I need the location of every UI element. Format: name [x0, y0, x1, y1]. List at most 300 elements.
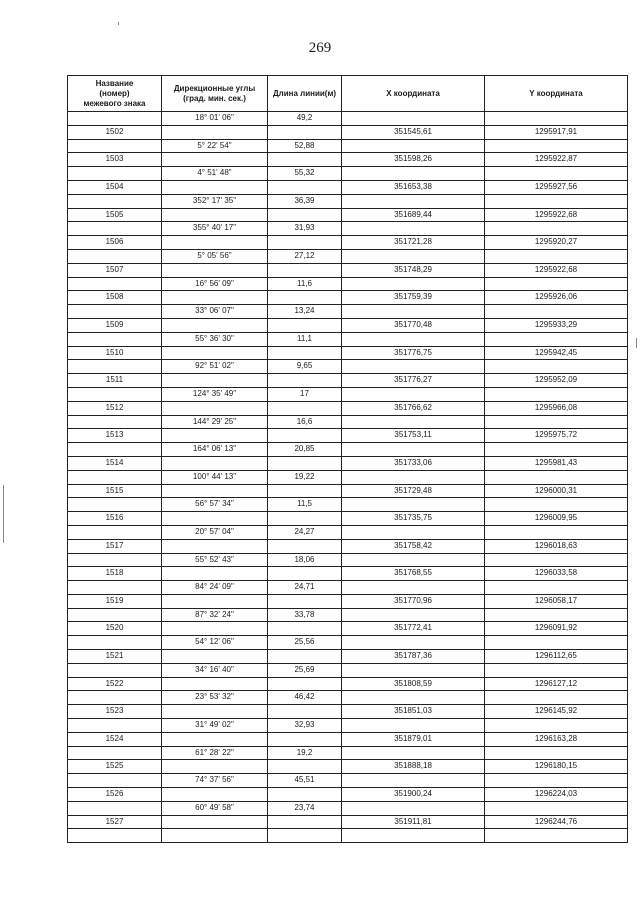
- table-row-segment: [68, 443, 628, 457]
- table-row-point: [68, 429, 628, 443]
- empty-cell: [485, 360, 628, 374]
- empty-cell: [162, 153, 268, 167]
- y-coordinate-cell: 1296163,28: [485, 732, 628, 746]
- x-coordinate-cell: 351598,26: [342, 153, 485, 167]
- empty-cell: [485, 608, 628, 622]
- point-name-cell: 1505: [68, 208, 162, 222]
- empty-cell: [485, 719, 628, 733]
- point-name-cell: 1513: [68, 429, 162, 443]
- empty-cell: [485, 167, 628, 181]
- table-row-point: [68, 788, 628, 802]
- empty-cell: [268, 829, 342, 843]
- table-row-segment: [68, 360, 628, 374]
- empty-cell: [268, 180, 342, 194]
- empty-cell: [162, 705, 268, 719]
- empty-cell: [342, 415, 485, 429]
- y-coordinate-cell: 1296224,03: [485, 788, 628, 802]
- empty-cell: [268, 484, 342, 498]
- x-coordinate-cell: 351879,01: [342, 732, 485, 746]
- point-name-cell: 1511: [68, 374, 162, 388]
- table-row-point: [68, 539, 628, 553]
- empty-cell: [162, 622, 268, 636]
- empty-cell: [268, 374, 342, 388]
- empty-cell: [162, 594, 268, 608]
- direction-angle-cell: 56° 57' 34": [162, 498, 268, 512]
- point-name-cell: 1520: [68, 622, 162, 636]
- direction-angle-cell: 5° 05' 56": [162, 249, 268, 263]
- empty-cell: [268, 732, 342, 746]
- y-coordinate-cell: 1295927,56: [485, 180, 628, 194]
- direction-angle-cell: 92° 51' 02": [162, 360, 268, 374]
- empty-cell: [162, 456, 268, 470]
- empty-cell: [485, 415, 628, 429]
- table-row-segment: [68, 167, 628, 181]
- empty-cell: [485, 525, 628, 539]
- line-length-cell: 19,22: [268, 470, 342, 484]
- empty-cell: [162, 346, 268, 360]
- table-row-segment: [68, 719, 628, 733]
- empty-cell: [268, 594, 342, 608]
- line-length-cell: 11,6: [268, 277, 342, 291]
- table-row-segment: [68, 774, 628, 788]
- line-length-cell: 52,88: [268, 139, 342, 153]
- table-row-point: [68, 512, 628, 526]
- empty-cell: [162, 236, 268, 250]
- header-point-name: Название (номер) межевого знака: [68, 76, 162, 112]
- empty-cell: [342, 525, 485, 539]
- empty-cell: [268, 677, 342, 691]
- empty-cell: [68, 553, 162, 567]
- table-row-segment: [68, 691, 628, 705]
- empty-cell: [485, 112, 628, 126]
- x-coordinate-cell: 351911,81: [342, 815, 485, 829]
- empty-cell: [68, 387, 162, 401]
- y-coordinate-cell: 1296145,92: [485, 705, 628, 719]
- table-row-point: [68, 318, 628, 332]
- y-coordinate-cell: 1295933,29: [485, 318, 628, 332]
- empty-cell: [268, 705, 342, 719]
- y-coordinate-cell: 1295922,68: [485, 208, 628, 222]
- table-row-point: [68, 705, 628, 719]
- point-name-cell: 1508: [68, 291, 162, 305]
- empty-cell: [268, 429, 342, 443]
- x-coordinate-cell: 351735,75: [342, 512, 485, 526]
- y-coordinate-cell: 1295922,87: [485, 153, 628, 167]
- empty-cell: [342, 139, 485, 153]
- empty-cell: [68, 608, 162, 622]
- y-coordinate-cell: 1296244,76: [485, 815, 628, 829]
- empty-cell: [268, 788, 342, 802]
- empty-cell: [268, 125, 342, 139]
- empty-cell: [342, 498, 485, 512]
- empty-cell: [342, 167, 485, 181]
- empty-cell: [68, 691, 162, 705]
- empty-cell: [342, 194, 485, 208]
- line-length-cell: 24,27: [268, 525, 342, 539]
- empty-cell: [268, 760, 342, 774]
- empty-cell: [342, 387, 485, 401]
- empty-cell: [68, 801, 162, 815]
- direction-angle-cell: 31° 49' 02": [162, 719, 268, 733]
- line-length-cell: 24,71: [268, 581, 342, 595]
- table-row-point: [68, 236, 628, 250]
- empty-cell: [162, 429, 268, 443]
- table-row-point: [68, 125, 628, 139]
- scan-margin-mark: [3, 485, 4, 543]
- x-coordinate-cell: 351776,75: [342, 346, 485, 360]
- direction-angle-cell: 100° 44' 13": [162, 470, 268, 484]
- table-row-point: [68, 815, 628, 829]
- y-coordinate-cell: 1295922,68: [485, 263, 628, 277]
- line-length-cell: 9,65: [268, 360, 342, 374]
- direction-angle-cell: 20° 57' 04": [162, 525, 268, 539]
- y-coordinate-cell: 1295926,06: [485, 291, 628, 305]
- table-row-point: [68, 153, 628, 167]
- empty-cell: [162, 539, 268, 553]
- table-row-segment: [68, 332, 628, 346]
- line-length-cell: 13,24: [268, 305, 342, 319]
- x-coordinate-cell: 351772,41: [342, 622, 485, 636]
- empty-cell: [268, 291, 342, 305]
- direction-angle-cell: 54° 12' 06": [162, 636, 268, 650]
- table-row-segment: [68, 139, 628, 153]
- point-name-cell: 1517: [68, 539, 162, 553]
- empty-cell: [68, 139, 162, 153]
- empty-cell: [268, 236, 342, 250]
- empty-cell: [162, 567, 268, 581]
- y-coordinate-cell: 1295975,72: [485, 429, 628, 443]
- direction-angle-cell: 4° 51' 48": [162, 167, 268, 181]
- header-y-coordinate: Y координата: [485, 76, 628, 112]
- empty-cell: [342, 332, 485, 346]
- point-name-cell: 1525: [68, 760, 162, 774]
- y-coordinate-cell: 1296000,31: [485, 484, 628, 498]
- empty-cell: [485, 387, 628, 401]
- table-row-segment: [68, 277, 628, 291]
- direction-angle-cell: 61° 28' 22": [162, 746, 268, 760]
- line-length-cell: 16,6: [268, 415, 342, 429]
- line-length-cell: 25,69: [268, 663, 342, 677]
- table-row-segment: [68, 305, 628, 319]
- table-row-segment: [68, 746, 628, 760]
- table-row-segment: [68, 222, 628, 236]
- point-name-cell: 1512: [68, 401, 162, 415]
- empty-cell: [485, 636, 628, 650]
- y-coordinate-cell: 1295917,91: [485, 125, 628, 139]
- direction-angle-cell: 84° 24' 09": [162, 581, 268, 595]
- x-coordinate-cell: 351758,42: [342, 539, 485, 553]
- point-name-cell: 1504: [68, 180, 162, 194]
- table-row-segment: [68, 608, 628, 622]
- empty-cell: [68, 360, 162, 374]
- empty-cell: [485, 774, 628, 788]
- direction-angle-cell: 60° 49' 58": [162, 801, 268, 815]
- x-coordinate-cell: 351753,11: [342, 429, 485, 443]
- line-length-cell: 11,1: [268, 332, 342, 346]
- empty-cell: [162, 401, 268, 415]
- y-coordinate-cell: 1295920,27: [485, 236, 628, 250]
- empty-cell: [268, 153, 342, 167]
- empty-cell: [342, 746, 485, 760]
- empty-cell: [162, 512, 268, 526]
- empty-cell: [268, 346, 342, 360]
- x-coordinate-cell: 351545,61: [342, 125, 485, 139]
- empty-cell: [485, 553, 628, 567]
- empty-cell: [68, 305, 162, 319]
- table-row-point: [68, 732, 628, 746]
- table-row-point: [68, 829, 628, 843]
- empty-cell: [342, 443, 485, 457]
- empty-cell: [268, 263, 342, 277]
- empty-cell: [268, 401, 342, 415]
- empty-cell: [68, 719, 162, 733]
- empty-cell: [162, 829, 268, 843]
- empty-cell: [342, 305, 485, 319]
- x-coordinate-cell: 351900,24: [342, 788, 485, 802]
- empty-cell: [162, 677, 268, 691]
- direction-angle-cell: 18° 01' 06": [162, 112, 268, 126]
- empty-cell: [162, 650, 268, 664]
- empty-cell: [162, 760, 268, 774]
- direction-angle-cell: 87° 32' 24": [162, 608, 268, 622]
- empty-cell: [268, 512, 342, 526]
- empty-cell: [162, 180, 268, 194]
- point-name-cell: 1509: [68, 318, 162, 332]
- table-row-point: [68, 456, 628, 470]
- table-row-segment: [68, 525, 628, 539]
- scan-margin-mark: [636, 338, 637, 348]
- point-name-cell: 1523: [68, 705, 162, 719]
- empty-cell: [162, 291, 268, 305]
- table-row-point: [68, 291, 628, 305]
- header-x-coordinate: X координата: [342, 76, 485, 112]
- empty-cell: [68, 663, 162, 677]
- header-direction-angle: Дирекционные углы (град. мин. сек.): [162, 76, 268, 112]
- table-row-point: [68, 263, 628, 277]
- empty-cell: [68, 774, 162, 788]
- table-row-point: [68, 180, 628, 194]
- empty-cell: [342, 360, 485, 374]
- empty-cell: [68, 746, 162, 760]
- table-row-point: [68, 677, 628, 691]
- table-row-point: [68, 567, 628, 581]
- empty-cell: [342, 249, 485, 263]
- scan-margin-mark: [118, 22, 119, 25]
- empty-cell: [162, 788, 268, 802]
- header-line-length: Длина линии(м): [268, 76, 342, 112]
- x-coordinate-cell: 351770,48: [342, 318, 485, 332]
- line-length-cell: 17: [268, 387, 342, 401]
- x-coordinate-cell: [342, 829, 485, 843]
- direction-angle-cell: 74° 37' 56": [162, 774, 268, 788]
- table-row-segment: [68, 470, 628, 484]
- point-name-cell: 1510: [68, 346, 162, 360]
- empty-cell: [68, 443, 162, 457]
- empty-cell: [268, 539, 342, 553]
- table-row-segment: [68, 553, 628, 567]
- direction-angle-cell: 33° 06' 07": [162, 305, 268, 319]
- empty-cell: [485, 277, 628, 291]
- line-length-cell: 18,06: [268, 553, 342, 567]
- line-length-cell: 31,93: [268, 222, 342, 236]
- point-name-cell: 1502: [68, 125, 162, 139]
- y-coordinate-cell: 1296058,17: [485, 594, 628, 608]
- empty-cell: [485, 222, 628, 236]
- empty-cell: [68, 415, 162, 429]
- point-name-cell: 1516: [68, 512, 162, 526]
- y-coordinate-cell: 1295966,08: [485, 401, 628, 415]
- empty-cell: [485, 581, 628, 595]
- empty-cell: [342, 691, 485, 705]
- point-name-cell: 1519: [68, 594, 162, 608]
- table-row-point: [68, 484, 628, 498]
- y-coordinate-cell: 1296112,65: [485, 650, 628, 664]
- line-length-cell: 32,93: [268, 719, 342, 733]
- empty-cell: [68, 194, 162, 208]
- table-row-segment: [68, 636, 628, 650]
- table-row-point: [68, 346, 628, 360]
- empty-cell: [342, 277, 485, 291]
- table-row-segment: [68, 112, 628, 126]
- point-name-cell: 1507: [68, 263, 162, 277]
- direction-angle-cell: 23° 53' 32": [162, 691, 268, 705]
- point-name-cell: 1503: [68, 153, 162, 167]
- point-name-cell: [68, 829, 162, 843]
- direction-angle-cell: 16° 56' 09": [162, 277, 268, 291]
- empty-cell: [268, 456, 342, 470]
- empty-cell: [268, 318, 342, 332]
- x-coordinate-cell: 351721,28: [342, 236, 485, 250]
- empty-cell: [485, 691, 628, 705]
- x-coordinate-cell: 351776,27: [342, 374, 485, 388]
- empty-cell: [68, 470, 162, 484]
- x-coordinate-cell: 351808,59: [342, 677, 485, 691]
- empty-cell: [68, 636, 162, 650]
- empty-cell: [485, 470, 628, 484]
- line-length-cell: 33,78: [268, 608, 342, 622]
- y-coordinate-cell: 1296018,63: [485, 539, 628, 553]
- point-name-cell: 1526: [68, 788, 162, 802]
- table-row-segment: [68, 194, 628, 208]
- empty-cell: [268, 208, 342, 222]
- empty-cell: [68, 249, 162, 263]
- x-coordinate-cell: 351729,48: [342, 484, 485, 498]
- x-coordinate-cell: 351748,29: [342, 263, 485, 277]
- empty-cell: [342, 719, 485, 733]
- point-name-cell: 1515: [68, 484, 162, 498]
- table-row-point: [68, 594, 628, 608]
- empty-cell: [485, 746, 628, 760]
- empty-cell: [268, 622, 342, 636]
- table-row-segment: [68, 415, 628, 429]
- direction-angle-cell: 34° 16' 40": [162, 663, 268, 677]
- empty-cell: [485, 139, 628, 153]
- line-length-cell: 11,5: [268, 498, 342, 512]
- line-length-cell: 23,74: [268, 801, 342, 815]
- direction-angle-cell: 124° 35' 49": [162, 387, 268, 401]
- table-row-point: [68, 374, 628, 388]
- empty-cell: [68, 581, 162, 595]
- table-row-point: [68, 650, 628, 664]
- table-row-segment: [68, 581, 628, 595]
- x-coordinate-cell: 351733,06: [342, 456, 485, 470]
- empty-cell: [68, 498, 162, 512]
- empty-cell: [342, 608, 485, 622]
- line-length-cell: 55,32: [268, 167, 342, 181]
- point-name-cell: 1522: [68, 677, 162, 691]
- empty-cell: [162, 484, 268, 498]
- table-row-segment: [68, 387, 628, 401]
- line-length-cell: 45,51: [268, 774, 342, 788]
- empty-cell: [342, 636, 485, 650]
- line-length-cell: 19,2: [268, 746, 342, 760]
- empty-cell: [485, 194, 628, 208]
- table-row-segment: [68, 663, 628, 677]
- table-row-segment: [68, 249, 628, 263]
- empty-cell: [342, 112, 485, 126]
- y-coordinate-cell: 1296033,58: [485, 567, 628, 581]
- direction-angle-cell: 55° 36' 30": [162, 332, 268, 346]
- line-length-cell: 25,56: [268, 636, 342, 650]
- empty-cell: [342, 470, 485, 484]
- x-coordinate-cell: 351888,18: [342, 760, 485, 774]
- x-coordinate-cell: 351653,38: [342, 180, 485, 194]
- x-coordinate-cell: 351851,03: [342, 705, 485, 719]
- line-length-cell: 49,2: [268, 112, 342, 126]
- empty-cell: [485, 332, 628, 346]
- y-coordinate-cell: 1295942,45: [485, 346, 628, 360]
- empty-cell: [162, 732, 268, 746]
- table-row-segment: [68, 498, 628, 512]
- empty-cell: [68, 332, 162, 346]
- point-name-cell: 1506: [68, 236, 162, 250]
- empty-cell: [342, 222, 485, 236]
- line-length-cell: 20,85: [268, 443, 342, 457]
- y-coordinate-cell: 1296009,95: [485, 512, 628, 526]
- empty-cell: [485, 663, 628, 677]
- table-header: [68, 76, 628, 112]
- x-coordinate-cell: 351759,39: [342, 291, 485, 305]
- empty-cell: [485, 443, 628, 457]
- table-row-point: [68, 208, 628, 222]
- table-row-segment: [68, 801, 628, 815]
- y-coordinate-cell: 1296180,15: [485, 760, 628, 774]
- empty-cell: [342, 663, 485, 677]
- empty-cell: [485, 249, 628, 263]
- empty-cell: [68, 167, 162, 181]
- y-coordinate-cell: 1295952,09: [485, 374, 628, 388]
- x-coordinate-cell: 351770,96: [342, 594, 485, 608]
- empty-cell: [162, 374, 268, 388]
- point-name-cell: 1527: [68, 815, 162, 829]
- empty-cell: [268, 650, 342, 664]
- empty-cell: [342, 553, 485, 567]
- empty-cell: [485, 305, 628, 319]
- table-row-point: [68, 622, 628, 636]
- direction-angle-cell: 144° 29' 25": [162, 415, 268, 429]
- direction-angle-cell: 164° 06' 13": [162, 443, 268, 457]
- empty-cell: [485, 498, 628, 512]
- direction-angle-cell: 5° 22' 54": [162, 139, 268, 153]
- empty-cell: [342, 774, 485, 788]
- empty-cell: [485, 801, 628, 815]
- y-coordinate-cell: 1296091,92: [485, 622, 628, 636]
- x-coordinate-cell: 351689,44: [342, 208, 485, 222]
- table-row-point: [68, 760, 628, 774]
- empty-cell: [162, 125, 268, 139]
- x-coordinate-cell: 351768,55: [342, 567, 485, 581]
- line-length-cell: 46,42: [268, 691, 342, 705]
